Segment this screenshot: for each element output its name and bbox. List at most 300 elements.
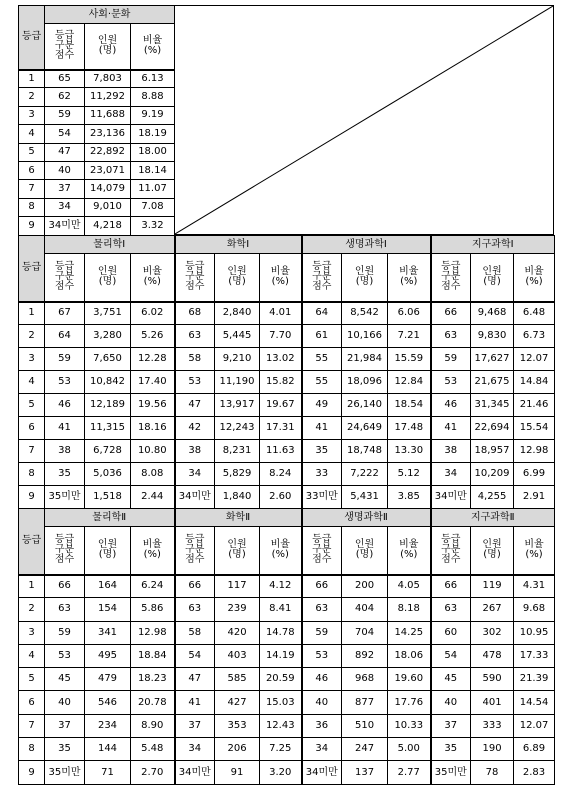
cutoff-header: 등급 구분 점수 (431, 254, 471, 302)
count-cell: 18,096 (342, 371, 388, 394)
cutoff-cell: 54 (175, 644, 215, 667)
ratio-cell: 5.26 (131, 325, 175, 348)
ratio-cell: 6.02 (131, 302, 175, 325)
count-cell: 877 (342, 691, 388, 714)
count-cell: 91 (215, 761, 260, 784)
ratio-cell: 17.48 (388, 417, 431, 440)
ratio-cell: 18.16 (131, 417, 175, 440)
cutoff-cell: 58 (175, 621, 215, 644)
cutoff-cell: 34미만 (45, 217, 85, 235)
grade-cell: 1 (19, 302, 45, 325)
ratio-cell: 14.84 (514, 371, 555, 394)
grade-cell: 3 (19, 348, 45, 371)
count-cell: 7,650 (85, 348, 131, 371)
table-row (19, 575, 555, 598)
table-row (19, 302, 555, 325)
count-cell: 353 (215, 714, 260, 737)
subject-header-social: 사회·문화 (45, 6, 175, 24)
count-header: 인원 (명) (215, 254, 260, 302)
count-cell: 7,222 (342, 463, 388, 486)
cutoff-header: 등급 구분 점수 (45, 24, 85, 70)
cutoff-cell: 35미만 (45, 761, 85, 784)
grade-header: 등급 (19, 6, 45, 70)
cutoff-cell: 33미만 (302, 486, 342, 509)
count-cell: 23,136 (85, 125, 131, 143)
cutoff-cell: 59 (431, 348, 471, 371)
count-cell: 7,803 (85, 70, 131, 88)
count-cell: 302 (471, 621, 514, 644)
ratio-cell: 19.56 (131, 394, 175, 417)
ratio-cell: 17.31 (260, 417, 302, 440)
ratio-cell: 15.82 (260, 371, 302, 394)
cutoff-header: 등급 구분 점수 (175, 254, 215, 302)
ratio-cell: 6.89 (514, 738, 555, 761)
cutoff-cell: 35 (302, 440, 342, 463)
ratio-cell: 11.07 (131, 180, 175, 198)
ratio-cell: 18.19 (131, 125, 175, 143)
count-header: 인원 (명) (471, 527, 514, 575)
count-cell: 78 (471, 761, 514, 784)
cutoff-cell: 53 (45, 644, 85, 667)
cutoff-cell: 58 (175, 348, 215, 371)
count-cell: 11,688 (85, 106, 131, 124)
ratio-cell: 21.46 (514, 394, 555, 417)
ratio-cell: 7.25 (260, 738, 302, 761)
subject-header: 생명과학Ⅰ (302, 236, 431, 254)
count-cell: 341 (85, 621, 131, 644)
count-cell: 144 (85, 738, 131, 761)
ratio-cell: 18.00 (131, 143, 175, 161)
count-header: 인원 (명) (85, 527, 131, 575)
cutoff-cell: 63 (175, 325, 215, 348)
grade-cell: 7 (19, 180, 45, 198)
ratio-cell: 3.20 (260, 761, 302, 784)
ratio-cell: 12.07 (514, 714, 555, 737)
science-2-table (18, 508, 555, 785)
cutoff-cell: 55 (302, 348, 342, 371)
ratio-cell: 18.23 (131, 668, 175, 691)
cutoff-cell: 63 (431, 598, 471, 621)
cutoff-cell: 34 (431, 463, 471, 486)
count-cell: 154 (85, 598, 131, 621)
ratio-cell: 2.91 (514, 486, 555, 509)
grade-cell: 5 (19, 143, 45, 161)
cutoff-cell: 38 (45, 440, 85, 463)
count-cell: 119 (471, 575, 514, 598)
cutoff-cell: 36 (302, 714, 342, 737)
cutoff-cell: 60 (431, 621, 471, 644)
cutoff-cell: 49 (302, 394, 342, 417)
ratio-cell: 10.80 (131, 440, 175, 463)
diagonal-line (175, 6, 553, 234)
subject-header: 물리학Ⅰ (45, 236, 175, 254)
cutoff-cell: 37 (175, 714, 215, 737)
ratio-cell: 2.70 (131, 761, 175, 784)
ratio-cell: 2.83 (514, 761, 555, 784)
count-cell: 479 (85, 668, 131, 691)
ratio-header: 비율 (%) (260, 527, 302, 575)
ratio-cell: 18.14 (131, 161, 175, 179)
grade-cell: 7 (19, 714, 45, 737)
ratio-cell: 5.12 (388, 463, 431, 486)
ratio-cell: 7.08 (131, 198, 175, 216)
ratio-cell: 15.03 (260, 691, 302, 714)
table-row (19, 486, 555, 509)
subject-header: 지구과학Ⅱ (431, 509, 555, 527)
ratio-cell: 8.88 (131, 88, 175, 106)
cutoff-cell: 46 (45, 394, 85, 417)
ratio-header: 비율 (%) (514, 527, 555, 575)
table-row (19, 598, 555, 621)
grade-cell: 5 (19, 668, 45, 691)
cutoff-cell: 62 (45, 88, 85, 106)
cutoff-cell: 64 (302, 302, 342, 325)
grade-cell: 3 (19, 621, 45, 644)
cutoff-cell: 64 (45, 325, 85, 348)
cutoff-cell: 34 (45, 198, 85, 216)
table-row (19, 125, 175, 143)
ratio-cell: 12.07 (514, 348, 555, 371)
count-cell: 206 (215, 738, 260, 761)
ratio-cell: 6.99 (514, 463, 555, 486)
grade-cell: 2 (19, 598, 45, 621)
subject-header: 물리학Ⅱ (45, 509, 175, 527)
cutoff-cell: 68 (175, 302, 215, 325)
grade-cell: 1 (19, 575, 45, 598)
count-cell: 427 (215, 691, 260, 714)
count-cell: 333 (471, 714, 514, 737)
ratio-cell: 5.48 (131, 738, 175, 761)
ratio-cell: 10.95 (514, 621, 555, 644)
ratio-cell: 19.67 (260, 394, 302, 417)
ratio-cell: 14.54 (514, 691, 555, 714)
table-row (19, 106, 175, 124)
ratio-cell: 14.78 (260, 621, 302, 644)
grade-cell: 8 (19, 738, 45, 761)
cutoff-cell: 40 (431, 691, 471, 714)
count-header: 인원 (명) (215, 527, 260, 575)
count-cell: 13,917 (215, 394, 260, 417)
table-row (19, 738, 555, 761)
ratio-cell: 6.73 (514, 325, 555, 348)
ratio-header: 비율 (%) (131, 527, 175, 575)
cutoff-cell: 53 (302, 644, 342, 667)
count-cell: 5,036 (85, 463, 131, 486)
ratio-header: 비율 (%) (514, 254, 555, 302)
cutoff-cell: 38 (175, 440, 215, 463)
cutoff-cell: 65 (45, 70, 85, 88)
count-cell: 22,694 (471, 417, 514, 440)
count-cell: 200 (342, 575, 388, 598)
grade-cutoff-sheet (18, 5, 554, 784)
grade-cell: 9 (19, 761, 45, 784)
count-cell: 401 (471, 691, 514, 714)
ratio-cell: 8.08 (131, 463, 175, 486)
ratio-cell: 4.31 (514, 575, 555, 598)
count-header: 인원 (명) (471, 254, 514, 302)
table-row (19, 621, 555, 644)
count-cell: 892 (342, 644, 388, 667)
count-cell: 31,345 (471, 394, 514, 417)
count-cell: 190 (471, 738, 514, 761)
ratio-cell: 17.76 (388, 691, 431, 714)
grade-cell: 2 (19, 325, 45, 348)
ratio-cell: 12.43 (260, 714, 302, 737)
count-cell: 239 (215, 598, 260, 621)
count-cell: 10,842 (85, 371, 131, 394)
count-cell: 12,189 (85, 394, 131, 417)
cutoff-cell: 63 (45, 598, 85, 621)
ratio-cell: 6.06 (388, 302, 431, 325)
ratio-cell: 13.30 (388, 440, 431, 463)
count-cell: 11,190 (215, 371, 260, 394)
table-row (19, 440, 555, 463)
count-cell: 1,840 (215, 486, 260, 509)
ratio-cell: 14.25 (388, 621, 431, 644)
count-cell: 4,255 (471, 486, 514, 509)
ratio-cell: 8.90 (131, 714, 175, 737)
cutoff-cell: 47 (175, 668, 215, 691)
ratio-header: 비율 (%) (260, 254, 302, 302)
count-cell: 704 (342, 621, 388, 644)
ratio-cell: 7.70 (260, 325, 302, 348)
cutoff-cell: 35 (45, 738, 85, 761)
count-cell: 546 (85, 691, 131, 714)
ratio-cell: 5.00 (388, 738, 431, 761)
ratio-cell: 15.59 (388, 348, 431, 371)
ratio-cell: 6.13 (131, 70, 175, 88)
cutoff-cell: 34 (175, 738, 215, 761)
cutoff-cell: 40 (45, 691, 85, 714)
cutoff-cell: 35 (45, 463, 85, 486)
cutoff-cell: 61 (302, 325, 342, 348)
count-cell: 9,830 (471, 325, 514, 348)
cutoff-cell: 41 (431, 417, 471, 440)
grade-cell: 4 (19, 644, 45, 667)
column-header-row (19, 254, 555, 302)
table-row (19, 371, 555, 394)
science-1-table (18, 235, 555, 509)
count-cell: 6,728 (85, 440, 131, 463)
cutoff-cell: 34미만 (175, 486, 215, 509)
ratio-cell: 4.05 (388, 575, 431, 598)
ratio-header: 비율 (%) (388, 527, 431, 575)
cutoff-cell: 40 (302, 691, 342, 714)
table-row (19, 691, 555, 714)
grade-cell: 4 (19, 371, 45, 394)
cutoff-cell: 45 (431, 668, 471, 691)
ratio-cell: 8.18 (388, 598, 431, 621)
grade-cell: 9 (19, 486, 45, 509)
ratio-cell: 10.33 (388, 714, 431, 737)
count-cell: 22,892 (85, 143, 131, 161)
grade-cell: 9 (19, 217, 45, 235)
count-header: 인원 (명) (342, 527, 388, 575)
cutoff-cell: 59 (45, 106, 85, 124)
table-row (19, 348, 555, 371)
cutoff-cell: 38 (431, 440, 471, 463)
count-cell: 164 (85, 575, 131, 598)
grade-cell: 4 (19, 125, 45, 143)
cutoff-header: 등급 구분 점수 (302, 527, 342, 575)
cutoff-cell: 41 (45, 417, 85, 440)
count-cell: 478 (471, 644, 514, 667)
subject-header: 지구과학Ⅰ (431, 236, 555, 254)
ratio-cell: 2.44 (131, 486, 175, 509)
grade-cell: 6 (19, 417, 45, 440)
table-row (19, 463, 555, 486)
cutoff-cell: 59 (302, 621, 342, 644)
cutoff-cell: 46 (302, 668, 342, 691)
ratio-cell: 4.12 (260, 575, 302, 598)
ratio-cell: 4.01 (260, 302, 302, 325)
grade-cell: 5 (19, 394, 45, 417)
subject-header: 생명과학Ⅱ (302, 509, 431, 527)
ratio-cell: 19.60 (388, 668, 431, 691)
ratio-cell: 12.28 (131, 348, 175, 371)
count-cell: 968 (342, 668, 388, 691)
table-row (19, 217, 175, 235)
grade-cell: 1 (19, 70, 45, 88)
ratio-cell: 5.86 (131, 598, 175, 621)
cutoff-cell: 63 (431, 325, 471, 348)
cutoff-cell: 35미만 (431, 761, 471, 784)
count-cell: 404 (342, 598, 388, 621)
ratio-cell: 2.60 (260, 486, 302, 509)
ratio-cell: 14.19 (260, 644, 302, 667)
cutoff-cell: 63 (302, 598, 342, 621)
count-cell: 23,071 (85, 161, 131, 179)
ratio-header: 비율 (%) (131, 24, 175, 70)
cutoff-cell: 53 (175, 371, 215, 394)
cutoff-cell: 37 (45, 714, 85, 737)
cutoff-cell: 45 (45, 668, 85, 691)
ratio-header: 비율 (%) (131, 254, 175, 302)
count-cell: 2,840 (215, 302, 260, 325)
count-cell: 11,292 (85, 88, 131, 106)
ratio-cell: 2.77 (388, 761, 431, 784)
ratio-cell: 3.85 (388, 486, 431, 509)
cutoff-cell: 66 (302, 575, 342, 598)
cutoff-header: 등급 구분 점수 (431, 527, 471, 575)
grade-cell: 8 (19, 463, 45, 486)
ratio-cell: 18.54 (388, 394, 431, 417)
cutoff-cell: 55 (302, 371, 342, 394)
ratio-cell: 15.54 (514, 417, 555, 440)
cutoff-cell: 67 (45, 302, 85, 325)
count-cell: 9,468 (471, 302, 514, 325)
ratio-cell: 9.19 (131, 106, 175, 124)
cutoff-cell: 47 (45, 143, 85, 161)
count-cell: 9,210 (215, 348, 260, 371)
cutoff-header: 등급 구분 점수 (45, 527, 85, 575)
count-cell: 420 (215, 621, 260, 644)
count-cell: 21,984 (342, 348, 388, 371)
count-cell: 12,243 (215, 417, 260, 440)
ratio-cell: 18.84 (131, 644, 175, 667)
grade-cell: 6 (19, 691, 45, 714)
cutoff-cell: 63 (175, 598, 215, 621)
cutoff-cell: 66 (45, 575, 85, 598)
count-cell: 10,209 (471, 463, 514, 486)
ratio-cell: 17.40 (131, 371, 175, 394)
count-cell: 21,675 (471, 371, 514, 394)
empty-diagonal-cell (174, 5, 554, 235)
table-row (19, 143, 175, 161)
cutoff-cell: 37 (431, 714, 471, 737)
table-row (19, 714, 555, 737)
count-cell: 24,649 (342, 417, 388, 440)
count-cell: 11,315 (85, 417, 131, 440)
subject-header: 화학Ⅰ (175, 236, 302, 254)
count-header: 인원 (명) (85, 24, 131, 70)
cutoff-cell: 66 (175, 575, 215, 598)
cutoff-cell: 35 (431, 738, 471, 761)
ratio-cell: 8.24 (260, 463, 302, 486)
ratio-cell: 20.59 (260, 668, 302, 691)
count-cell: 137 (342, 761, 388, 784)
grade-cell: 3 (19, 106, 45, 124)
count-cell: 495 (85, 644, 131, 667)
cutoff-cell: 35미만 (45, 486, 85, 509)
grade-cell: 8 (19, 198, 45, 216)
cutoff-cell: 34 (302, 738, 342, 761)
table-row (19, 88, 175, 106)
grade-header: 등급 (19, 509, 45, 575)
cutoff-cell: 66 (431, 575, 471, 598)
cutoff-cell: 34미만 (175, 761, 215, 784)
count-cell: 8,231 (215, 440, 260, 463)
cutoff-cell: 59 (45, 348, 85, 371)
ratio-cell: 6.24 (131, 575, 175, 598)
ratio-header: 비율 (%) (388, 254, 431, 302)
cutoff-header: 등급 구분 점수 (175, 527, 215, 575)
count-cell: 234 (85, 714, 131, 737)
cutoff-cell: 53 (45, 371, 85, 394)
count-header: 인원 (명) (342, 254, 388, 302)
ratio-cell: 3.32 (131, 217, 175, 235)
cutoff-cell: 59 (45, 621, 85, 644)
ratio-cell: 18.06 (388, 644, 431, 667)
count-cell: 5,431 (342, 486, 388, 509)
cutoff-header: 등급 구분 점수 (302, 254, 342, 302)
ratio-cell: 12.84 (388, 371, 431, 394)
ratio-cell: 21.39 (514, 668, 555, 691)
count-cell: 1,518 (85, 486, 131, 509)
count-cell: 3,751 (85, 302, 131, 325)
cutoff-cell: 54 (431, 644, 471, 667)
count-cell: 17,627 (471, 348, 514, 371)
table-row (19, 198, 175, 216)
ratio-cell: 9.68 (514, 598, 555, 621)
ratio-cell: 12.98 (131, 621, 175, 644)
ratio-cell: 6.48 (514, 302, 555, 325)
count-cell: 117 (215, 575, 260, 598)
cutoff-cell: 41 (302, 417, 342, 440)
count-cell: 5,445 (215, 325, 260, 348)
cutoff-cell: 42 (175, 417, 215, 440)
cutoff-cell: 54 (45, 125, 85, 143)
grade-cell: 2 (19, 88, 45, 106)
count-cell: 71 (85, 761, 131, 784)
table-row (19, 161, 175, 179)
count-cell: 9,010 (85, 198, 131, 216)
count-cell: 8,542 (342, 302, 388, 325)
cutoff-cell: 66 (431, 302, 471, 325)
cutoff-cell: 34미만 (302, 761, 342, 784)
ratio-cell: 7.21 (388, 325, 431, 348)
count-cell: 18,957 (471, 440, 514, 463)
